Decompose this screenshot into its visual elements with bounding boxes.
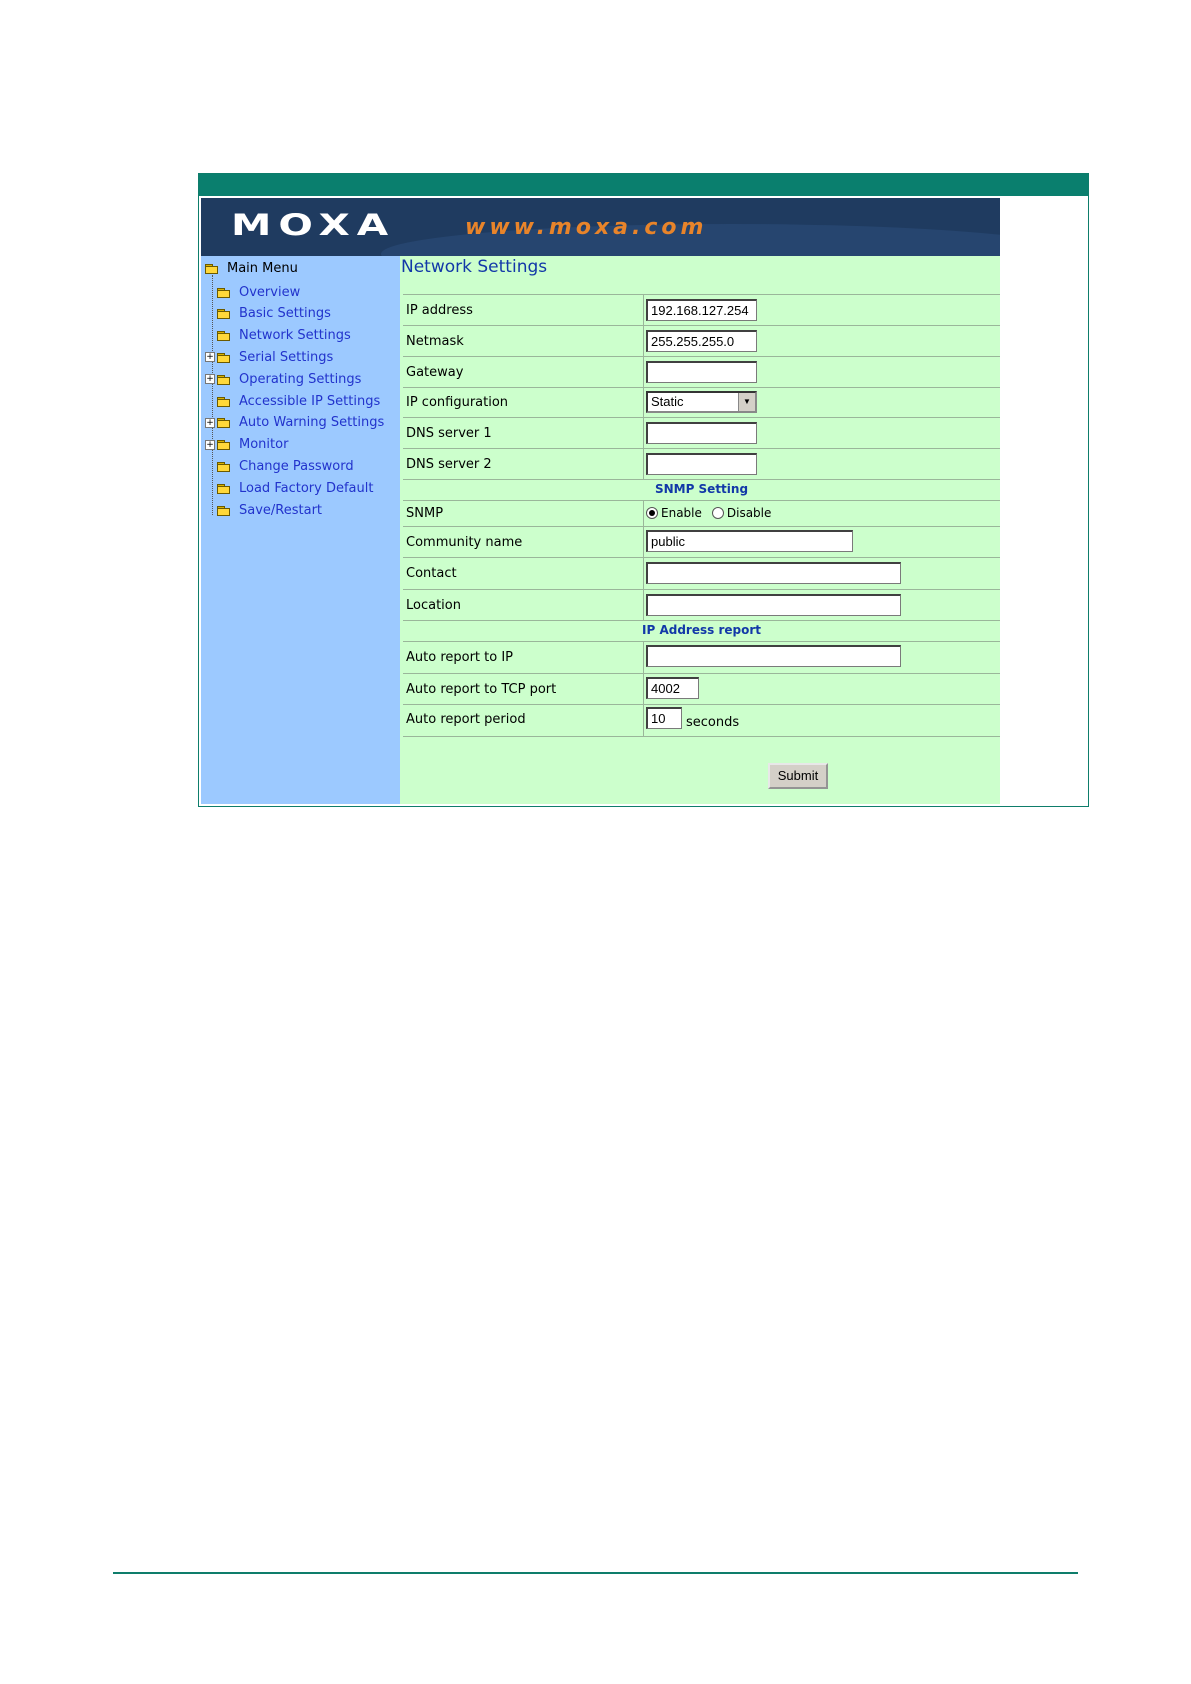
snmp-section-heading: SNMP Setting — [403, 479, 1000, 500]
ip-address-label: IP address — [406, 303, 473, 318]
sidebar-item[interactable] — [205, 325, 351, 347]
community-label: Community name — [406, 535, 523, 550]
footer-divider — [113, 1572, 1078, 1574]
sidebar-item-label: Overview — [239, 284, 301, 300]
auto-report-period-input[interactable] — [646, 707, 682, 729]
browser-frame — [198, 173, 1089, 807]
chevron-down-icon[interactable]: ▼ — [738, 393, 755, 411]
row-gateway — [403, 356, 1000, 387]
auto-report-period-unit: seconds — [686, 715, 740, 730]
main-menu-label: Main Menu — [227, 261, 298, 276]
row-auto-report-ip — [403, 641, 1000, 673]
netmask-label: Netmask — [406, 334, 464, 349]
snmp-enable-radio[interactable] — [646, 507, 658, 519]
expand-plus-icon[interactable]: + — [206, 439, 214, 450]
netmask-input[interactable] — [646, 330, 757, 352]
row-ip-configuration — [403, 387, 1000, 417]
auto-report-port-label: Auto report to TCP port — [406, 682, 557, 697]
moxa-logo: MOXA — [231, 208, 396, 242]
tree-spacer — [205, 331, 215, 341]
dns2-input[interactable] — [646, 453, 757, 475]
location-input[interactable] — [646, 594, 901, 616]
header-banner — [201, 198, 1000, 256]
row-snmp — [403, 500, 1000, 526]
snmp-enable-label: Enable — [661, 506, 702, 520]
gateway-input[interactable] — [646, 361, 757, 383]
sidebar-item-label: Operating Settings — [239, 371, 362, 387]
location-label: Location — [406, 598, 461, 613]
dns1-input[interactable] — [646, 422, 757, 444]
row-dns2 — [403, 448, 1000, 479]
auto-report-ip-label: Auto report to IP — [406, 650, 514, 665]
sidebar-item[interactable] — [205, 499, 322, 521]
ip-configuration-value: Static — [651, 394, 684, 409]
ip-address-input[interactable] — [646, 299, 757, 321]
sidebar-item[interactable] — [205, 455, 354, 477]
sidebar-item[interactable] — [205, 346, 333, 368]
folder-icon — [217, 461, 231, 472]
dns1-label: DNS server 1 — [406, 426, 492, 441]
auto-report-ip-input[interactable] — [646, 645, 901, 667]
row-submit — [403, 736, 1000, 804]
sidebar-item[interactable] — [205, 303, 331, 325]
folder-icon — [217, 287, 231, 298]
snmp-radio-group — [646, 506, 771, 520]
snmp-disable-label: Disable — [726, 506, 772, 520]
gateway-label: Gateway — [406, 365, 464, 380]
contact-input[interactable] — [646, 562, 901, 584]
sidebar-menu — [201, 256, 400, 804]
folder-icon — [217, 417, 231, 428]
sidebar-item-label: Serial Settings — [239, 349, 334, 365]
tree-spacer — [205, 287, 215, 297]
main-content — [400, 256, 1000, 804]
banner-url: www.moxa.com — [465, 215, 708, 240]
ip-configuration-select[interactable] — [646, 391, 757, 413]
sidebar-item[interactable] — [205, 390, 380, 412]
snmp-disable-radio[interactable] — [712, 507, 724, 519]
folder-icon — [217, 330, 231, 341]
row-auto-report-port — [403, 673, 1000, 704]
row-contact — [403, 557, 1000, 589]
sidebar-item-label: Network Settings — [239, 328, 351, 344]
row-netmask — [403, 325, 1000, 356]
row-ip-address — [403, 294, 1000, 325]
sidebar-item-label: Auto Warning Settings — [239, 415, 385, 431]
folder-icon — [217, 352, 231, 363]
folder-open-icon — [205, 263, 219, 274]
folder-icon — [217, 483, 231, 494]
contact-label: Contact — [406, 566, 457, 581]
tree-spacer — [205, 309, 215, 319]
page-title: Network Settings — [401, 257, 548, 277]
tree-spacer — [205, 396, 215, 406]
sidebar-item[interactable] — [205, 477, 373, 499]
folder-icon — [217, 505, 231, 516]
sidebar-item-label: Save/Restart — [239, 502, 323, 518]
row-auto-report-period — [403, 704, 1000, 736]
folder-icon — [217, 439, 231, 450]
snmp-label: SNMP — [406, 506, 444, 521]
tree-spacer — [205, 505, 215, 515]
sidebar-item[interactable] — [205, 368, 361, 390]
sidebar-item-label: Change Password — [239, 458, 354, 474]
expand-plus-icon[interactable]: + — [206, 374, 214, 385]
sidebar-item[interactable] — [205, 434, 288, 456]
folder-icon — [217, 374, 231, 385]
sidebar-item-label: Basic Settings — [239, 306, 331, 322]
expand-plus-icon[interactable]: + — [206, 352, 214, 363]
tree-spacer — [205, 483, 215, 493]
folder-icon — [217, 396, 231, 407]
submit-button[interactable]: Submit — [768, 763, 828, 789]
sidebar-item-label: Load Factory Default — [239, 480, 374, 496]
folder-icon — [217, 308, 231, 319]
row-location — [403, 589, 1000, 620]
auto-report-period-label: Auto report period — [406, 712, 526, 727]
auto-report-port-input[interactable] — [646, 677, 699, 699]
row-community — [403, 526, 1000, 557]
sidebar-item[interactable] — [205, 412, 384, 434]
ip-report-section-heading: IP Address report — [403, 620, 1000, 641]
sidebar-item-label: Accessible IP Settings — [239, 393, 381, 409]
ip-configuration-label: IP configuration — [406, 395, 509, 410]
row-dns1 — [403, 417, 1000, 448]
sidebar-item[interactable] — [205, 281, 300, 303]
dns2-label: DNS server 2 — [406, 457, 492, 472]
tree-spacer — [205, 461, 215, 471]
main-menu-root[interactable] — [205, 261, 298, 276]
top-bar — [199, 174, 1088, 196]
sidebar-item-label: Monitor — [239, 437, 289, 453]
expand-plus-icon[interactable]: + — [206, 417, 214, 428]
community-input[interactable] — [646, 530, 853, 552]
